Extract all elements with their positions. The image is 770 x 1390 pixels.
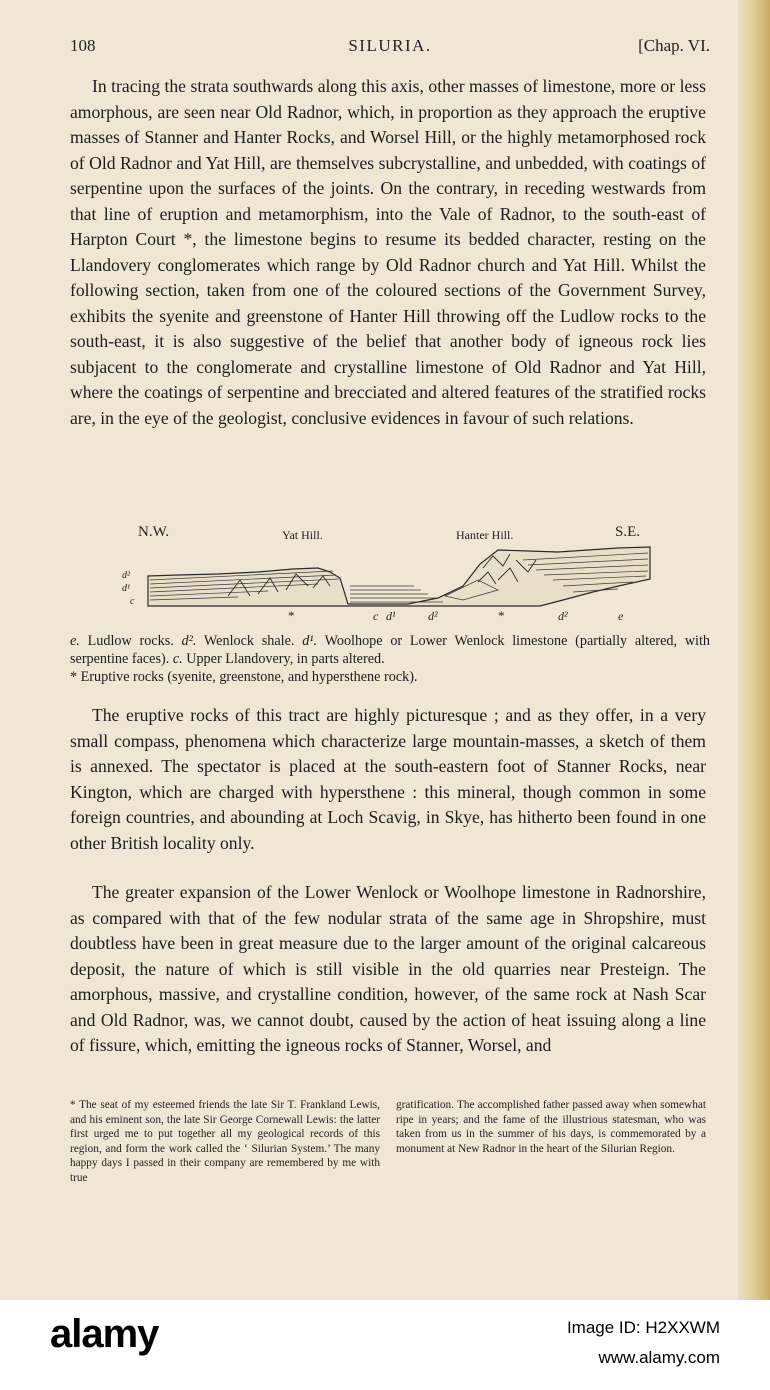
hanter-hill-label: Hanter Hill. xyxy=(456,528,514,542)
left-d1-label: d¹ xyxy=(122,583,130,594)
d1-label: d¹ xyxy=(386,609,396,623)
nw-label: N.W. xyxy=(138,524,170,540)
geological-section xyxy=(118,520,658,630)
caption-d1-text: Woolhope or Lower Wenlock limestone (partially altered, with serpentine faces). xyxy=(70,633,710,667)
se-label: S.E. xyxy=(615,524,641,540)
chapter-label: [Chap. VI. xyxy=(638,36,710,55)
d2-label-2: d² xyxy=(558,609,568,623)
caption-star-line: * Eruptive rocks (syenite, greenstone, and hypersthene rock). xyxy=(70,669,418,685)
caption-key-line xyxy=(70,632,710,668)
paragraph-wenlock-limestone: The greater expansion of the Lower Wenlock or Woolhope limestone in Radnorshire, as compared with that of the few nodular strata of the same age in Shropshire, must doubtless have been in great measure due to the larger amount of the original calcareous deposit, the nature of which is still visible in the old quarries near Presteign. The amorphous, massive, and crystalline condition, however, of the same rock at Nash Scar and Old Radnor, was, we cannot doubt, caused by the action of heat issuing along a line of fissure, which, emitting the igneous rocks of Stanner, Worsel, and xyxy=(70,882,706,1055)
d2-label-1: d² xyxy=(428,609,438,623)
caption-c-key: c. xyxy=(172,651,183,667)
left-d2-label: d² xyxy=(122,570,130,581)
caption-d1-key: d¹. xyxy=(302,633,318,649)
page-number: 108 xyxy=(70,36,96,55)
running-title: SILURIA. xyxy=(348,36,432,55)
caption-e-key: e. xyxy=(70,633,80,649)
image-id-label: Image ID: H2XXWM xyxy=(566,1318,720,1337)
caption-d2-key: d². xyxy=(181,633,197,649)
footnote-right-column: gratification. The accomplished father passed away when somewhat ripe in years; and the fame of the illustrious statesman, who was taken from us in the summer of his days, is commemorated by a monument at New Radnor in the heart of the Silurian Region. xyxy=(396,1099,706,1155)
caption-d2-text: Wenlock shale. xyxy=(196,633,303,649)
running-head xyxy=(70,36,710,60)
paragraph-strata: In tracing the strata southwards along this axis, other masses of limestone, more or less amorphous, are seen near Old Radnor, which, in proportion as they approach the eruptive masses of Stanner and Hanter Rocks, and Worsel Hill, or the highly metamorphosed rock of Old Radnor and Yat Hill, are themselves subcrystalline, and unbedded, with coatings of serpentine upon the surfaces of the joints. On the contrary, in receding westwards from that line of eruption and metamorphism, into the Vale of Radnor, to the south-east of Harpton Court *, the limestone begins to resume its bedded character, resting on the Llandovery conglomerates which range by Old Radnor church and Yat Hill. Whilst the following section, taken from one of the coloured sections of the Government Survey, exhibits the syenite and greenstone of Hanter Hill throwing off the Ludlow rocks to the south-east, it is also suggestive of the belief that another body of igneous rock lies subjacent to the conglomerate and crystalline limestone of Old Radnor and Yat Hill, where the coatings of serpentine and brecciated and altered features of the stratified rocks are, in the eye of the geologist, conclusive evidences in favour of such relations. xyxy=(70,76,706,428)
c-label: c xyxy=(373,609,379,623)
star-label-2: * xyxy=(498,608,505,623)
stock-url: www.alamy.com xyxy=(598,1348,720,1367)
page-edge xyxy=(738,0,770,1300)
yat-hill-label: Yat Hill. xyxy=(282,528,323,542)
caption-e-text: Ludlow rocks. xyxy=(79,633,182,649)
star-label-1: * xyxy=(288,608,295,623)
section-caption xyxy=(70,632,710,686)
footnote-left-column: * The seat of my esteemed friends the late Sir T. Frankland Lewis, and his eminent son, the late Sir George Cornewall Lewis: the latter first urged me to put together all my geological records of this region, and form the work called the ‘ Silurian System.’ The many happy days I passed in their company are remembered by me with true xyxy=(70,1099,380,1184)
left-c-label: c xyxy=(130,596,135,607)
footnotes xyxy=(70,1098,706,1198)
stock-footer xyxy=(0,1300,770,1390)
alamy-logo: alamy xyxy=(50,1312,159,1356)
e-label: e xyxy=(618,609,624,623)
paragraph-eruptive-rocks: The eruptive rocks of this tract are highly picturesque ; and as they offer, in a very small compass, phenomena which characterize large mountain-masses, a sketch of them is annexed. The spectator is placed at the south-eastern foot of Stanner Rocks, near Kington, which are charged with hypersthene : this mineral, though common in some foreign countries, and abounding at Loch Scavig, in Skye, has hitherto been found in one other British locality only. xyxy=(70,705,706,853)
caption-c-text: Upper Llandovery, in parts altered. xyxy=(182,651,385,667)
